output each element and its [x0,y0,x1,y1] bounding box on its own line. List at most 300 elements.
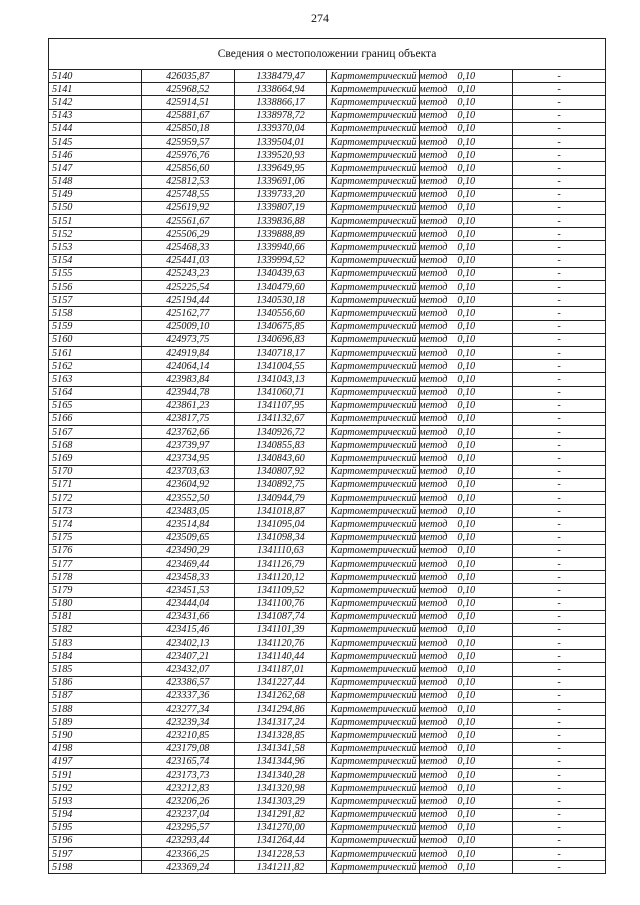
x-coordinate-cell: 423237,04 [141,808,234,821]
x-coordinate-cell: 425881,67 [141,109,234,122]
table-row [49,109,606,122]
point-number-cell: 5157 [49,294,142,307]
point-number-cell: 5153 [49,241,142,254]
description-cell: - [513,663,606,676]
accuracy-cell: 0,10 [420,70,513,83]
method-cell: Картометрический метод [327,623,420,636]
description-cell: - [513,346,606,359]
description-cell: - [513,135,606,148]
table-row [49,188,606,201]
description-cell: - [513,281,606,294]
accuracy-cell: 0,10 [420,650,513,663]
description-cell: - [513,610,606,623]
description-cell: - [513,531,606,544]
accuracy-cell: 0,10 [420,531,513,544]
method-cell: Картометрический метод [327,834,420,847]
description-cell: - [513,755,606,768]
table-row [49,267,606,280]
x-coordinate-cell: 423431,66 [141,610,234,623]
accuracy-cell: 0,10 [420,716,513,729]
x-coordinate-cell: 423277,34 [141,703,234,716]
y-coordinate-cell: 1339994,52 [234,254,327,267]
x-coordinate-cell: 423212,83 [141,782,234,795]
point-number-cell: 5169 [49,452,142,465]
accuracy-cell: 0,10 [420,346,513,359]
y-coordinate-cell: 1341303,29 [234,795,327,808]
method-cell: Картометрический метод [327,518,420,531]
accuracy-cell: 0,10 [420,742,513,755]
accuracy-cell: 0,10 [420,135,513,148]
accuracy-cell: 0,10 [420,571,513,584]
accuracy-cell: 0,10 [420,663,513,676]
method-cell: Картометрический метод [327,492,420,505]
x-coordinate-cell: 423366,25 [141,848,234,861]
accuracy-cell: 0,10 [420,623,513,636]
method-cell: Картометрический метод [327,544,420,557]
point-number-cell: 5161 [49,346,142,359]
y-coordinate-cell: 1341344,96 [234,755,327,768]
table-row [49,610,606,623]
accuracy-cell: 0,10 [420,676,513,689]
y-coordinate-cell: 1341110,63 [234,544,327,557]
point-number-cell: 5168 [49,439,142,452]
point-number-cell: 5140 [49,70,142,83]
description-cell: - [513,505,606,518]
description-cell: - [513,307,606,320]
y-coordinate-cell: 1341262,68 [234,689,327,702]
point-number-cell: 5151 [49,215,142,228]
table-row [49,676,606,689]
accuracy-cell: 0,10 [420,426,513,439]
accuracy-cell: 0,10 [420,122,513,135]
method-cell: Картометрический метод [327,729,420,742]
table-row [49,346,606,359]
point-number-cell: 5178 [49,571,142,584]
method-cell: Картометрический метод [327,149,420,162]
point-number-cell: 5189 [49,716,142,729]
y-coordinate-cell: 1341291,82 [234,808,327,821]
accuracy-cell: 0,10 [420,412,513,425]
accuracy-cell: 0,10 [420,637,513,650]
method-cell: Картометрический метод [327,254,420,267]
x-coordinate-cell: 425194,44 [141,294,234,307]
method-cell: Картометрический метод [327,135,420,148]
description-cell: - [513,96,606,109]
point-number-cell: 5171 [49,478,142,491]
y-coordinate-cell: 1341270,00 [234,821,327,834]
accuracy-cell: 0,10 [420,821,513,834]
description-cell: - [513,386,606,399]
y-coordinate-cell: 1340696,83 [234,333,327,346]
description-cell: - [513,689,606,702]
y-coordinate-cell: 1340892,75 [234,478,327,491]
x-coordinate-cell: 423402,13 [141,637,234,650]
y-coordinate-cell: 1339733,20 [234,188,327,201]
point-number-cell: 5144 [49,122,142,135]
y-coordinate-cell: 1340807,92 [234,465,327,478]
point-number-cell: 5183 [49,637,142,650]
method-cell: Картометрический метод [327,795,420,808]
description-cell: - [513,623,606,636]
method-cell: Картометрический метод [327,373,420,386]
method-cell: Картометрический метод [327,439,420,452]
table-row [49,689,606,702]
table-body [49,39,606,874]
table-row [49,478,606,491]
method-cell: Картометрический метод [327,821,420,834]
x-coordinate-cell: 425225,54 [141,281,234,294]
point-number-cell: 5146 [49,149,142,162]
table-row [49,294,606,307]
y-coordinate-cell: 1341126,79 [234,557,327,570]
point-number-cell: 5191 [49,768,142,781]
y-coordinate-cell: 1340855,83 [234,439,327,452]
accuracy-cell: 0,10 [420,584,513,597]
description-cell: - [513,373,606,386]
x-coordinate-cell: 423944,78 [141,386,234,399]
table-row [49,254,606,267]
description-cell: - [513,188,606,201]
x-coordinate-cell: 424919,84 [141,346,234,359]
y-coordinate-cell: 1341264,44 [234,834,327,847]
description-cell: - [513,716,606,729]
table-row [49,70,606,83]
description-cell: - [513,703,606,716]
description-cell: - [513,215,606,228]
y-coordinate-cell: 1339370,04 [234,122,327,135]
table-row [49,175,606,188]
table-row [49,834,606,847]
accuracy-cell: 0,10 [420,703,513,716]
point-number-cell: 5192 [49,782,142,795]
x-coordinate-cell: 423983,84 [141,373,234,386]
point-number-cell: 4198 [49,742,142,755]
method-cell: Картометрический метод [327,478,420,491]
x-coordinate-cell: 425619,92 [141,201,234,214]
accuracy-cell: 0,10 [420,689,513,702]
method-cell: Картометрический метод [327,399,420,412]
table-row [49,505,606,518]
y-coordinate-cell: 1341120,76 [234,637,327,650]
description-cell: - [513,412,606,425]
y-coordinate-cell: 1341043,13 [234,373,327,386]
method-cell: Картометрический метод [327,83,420,96]
table-row [49,333,606,346]
point-number-cell: 5167 [49,426,142,439]
point-number-cell: 5163 [49,373,142,386]
method-cell: Картометрический метод [327,557,420,570]
method-cell: Картометрический метод [327,663,420,676]
point-number-cell: 5160 [49,333,142,346]
method-cell: Картометрический метод [327,360,420,373]
description-cell: - [513,571,606,584]
point-number-cell: 5170 [49,465,142,478]
description-cell: - [513,320,606,333]
point-number-cell: 5143 [49,109,142,122]
table-row [49,650,606,663]
method-cell: Картометрический метод [327,703,420,716]
description-cell: - [513,821,606,834]
method-cell: Картометрический метод [327,452,420,465]
y-coordinate-cell: 1338978,72 [234,109,327,122]
y-coordinate-cell: 1340675,85 [234,320,327,333]
method-cell: Картометрический метод [327,386,420,399]
method-cell: Картометрический метод [327,848,420,861]
description-cell: - [513,557,606,570]
x-coordinate-cell: 425812,53 [141,175,234,188]
point-number-cell: 5152 [49,228,142,241]
x-coordinate-cell: 423817,75 [141,412,234,425]
point-number-cell: 5158 [49,307,142,320]
method-cell: Картометрический метод [327,782,420,795]
y-coordinate-cell: 1341211,82 [234,861,327,874]
table-row [49,83,606,96]
y-coordinate-cell: 1340479,60 [234,281,327,294]
description-cell: - [513,650,606,663]
table-row [49,742,606,755]
table-row [49,544,606,557]
y-coordinate-cell: 1339807,19 [234,201,327,214]
table-row [49,439,606,452]
method-cell: Картометрический метод [327,320,420,333]
description-cell: - [513,333,606,346]
method-cell: Картометрический метод [327,162,420,175]
accuracy-cell: 0,10 [420,782,513,795]
table-row [49,412,606,425]
table-row [49,492,606,505]
method-cell: Картометрический метод [327,412,420,425]
y-coordinate-cell: 1341018,87 [234,505,327,518]
y-coordinate-cell: 1341328,85 [234,729,327,742]
point-number-cell: 5162 [49,360,142,373]
y-coordinate-cell: 1341107,95 [234,399,327,412]
y-coordinate-cell: 1339940,66 [234,241,327,254]
description-cell: - [513,478,606,491]
table-row [49,122,606,135]
description-cell: - [513,83,606,96]
description-cell: - [513,834,606,847]
accuracy-cell: 0,10 [420,281,513,294]
point-number-cell: 5145 [49,135,142,148]
x-coordinate-cell: 423407,21 [141,650,234,663]
description-cell: - [513,254,606,267]
accuracy-cell: 0,10 [420,610,513,623]
accuracy-cell: 0,10 [420,861,513,874]
point-number-cell: 5185 [49,663,142,676]
description-cell: - [513,597,606,610]
point-number-cell: 5155 [49,267,142,280]
table-row [49,821,606,834]
description-cell: - [513,795,606,808]
method-cell: Картометрический метод [327,689,420,702]
y-coordinate-cell: 1340718,17 [234,346,327,359]
accuracy-cell: 0,10 [420,373,513,386]
accuracy-cell: 0,10 [420,557,513,570]
accuracy-cell: 0,10 [420,320,513,333]
point-number-cell: 5187 [49,689,142,702]
accuracy-cell: 0,10 [420,597,513,610]
table-row [49,703,606,716]
x-coordinate-cell: 423337,36 [141,689,234,702]
table-row [49,452,606,465]
accuracy-cell: 0,10 [420,228,513,241]
x-coordinate-cell: 423490,29 [141,544,234,557]
accuracy-cell: 0,10 [420,465,513,478]
point-number-cell: 5184 [49,650,142,663]
y-coordinate-cell: 1341100,76 [234,597,327,610]
table-row [49,663,606,676]
y-coordinate-cell: 1340439,63 [234,267,327,280]
method-cell: Картометрический метод [327,571,420,584]
x-coordinate-cell: 423509,65 [141,531,234,544]
x-coordinate-cell: 423293,44 [141,834,234,847]
point-number-cell: 5150 [49,201,142,214]
point-number-cell: 5193 [49,795,142,808]
x-coordinate-cell: 425914,51 [141,96,234,109]
description-cell: - [513,742,606,755]
point-number-cell: 5177 [49,557,142,570]
table-row [49,755,606,768]
table-row [49,307,606,320]
point-number-cell: 5198 [49,861,142,874]
method-cell: Картометрический метод [327,188,420,201]
description-cell: - [513,109,606,122]
table-row [49,571,606,584]
point-number-cell: 5165 [49,399,142,412]
method-cell: Картометрический метод [327,597,420,610]
y-coordinate-cell: 1341109,52 [234,584,327,597]
table-row [49,215,606,228]
accuracy-cell: 0,10 [420,201,513,214]
point-number-cell: 5188 [49,703,142,716]
method-cell: Картометрический метод [327,610,420,623]
y-coordinate-cell: 1339691,06 [234,175,327,188]
point-number-cell: 5159 [49,320,142,333]
accuracy-cell: 0,10 [420,518,513,531]
x-coordinate-cell: 425976,76 [141,149,234,162]
table-row [49,281,606,294]
point-number-cell: 5172 [49,492,142,505]
accuracy-cell: 0,10 [420,109,513,122]
y-coordinate-cell: 1339836,88 [234,215,327,228]
table-row [49,808,606,821]
table-row [49,768,606,781]
accuracy-cell: 0,10 [420,452,513,465]
table-row [49,360,606,373]
accuracy-cell: 0,10 [420,307,513,320]
description-cell: - [513,584,606,597]
x-coordinate-cell: 425468,33 [141,241,234,254]
description-cell: - [513,439,606,452]
description-cell: - [513,768,606,781]
y-coordinate-cell: 1338866,17 [234,96,327,109]
point-number-cell: 4197 [49,755,142,768]
table-row [49,782,606,795]
method-cell: Картометрический метод [327,861,420,874]
accuracy-cell: 0,10 [420,162,513,175]
x-coordinate-cell: 423179,08 [141,742,234,755]
description-cell: - [513,861,606,874]
accuracy-cell: 0,10 [420,439,513,452]
y-coordinate-cell: 1341087,74 [234,610,327,623]
y-coordinate-cell: 1341228,53 [234,848,327,861]
accuracy-cell: 0,10 [420,96,513,109]
method-cell: Картометрический метод [327,241,420,254]
accuracy-cell: 0,10 [420,544,513,557]
y-coordinate-cell: 1339520,93 [234,149,327,162]
method-cell: Картометрический метод [327,96,420,109]
table-row [49,716,606,729]
description-cell: - [513,729,606,742]
method-cell: Картометрический метод [327,755,420,768]
method-cell: Картометрический метод [327,531,420,544]
x-coordinate-cell: 425506,29 [141,228,234,241]
table-row [49,465,606,478]
y-coordinate-cell: 1341098,34 [234,531,327,544]
point-number-cell: 5196 [49,834,142,847]
method-cell: Картометрический метод [327,109,420,122]
point-number-cell: 5148 [49,175,142,188]
x-coordinate-cell: 425162,77 [141,307,234,320]
accuracy-cell: 0,10 [420,215,513,228]
method-cell: Картометрический метод [327,201,420,214]
x-coordinate-cell: 423762,66 [141,426,234,439]
accuracy-cell: 0,10 [420,848,513,861]
point-number-cell: 5154 [49,254,142,267]
y-coordinate-cell: 1338479,47 [234,70,327,83]
accuracy-cell: 0,10 [420,254,513,267]
point-number-cell: 5195 [49,821,142,834]
accuracy-cell: 0,10 [420,386,513,399]
method-cell: Картометрический метод [327,307,420,320]
description-cell: - [513,267,606,280]
table-row [49,320,606,333]
description-cell: - [513,452,606,465]
description-cell: - [513,426,606,439]
x-coordinate-cell: 423703,63 [141,465,234,478]
point-number-cell: 5190 [49,729,142,742]
y-coordinate-cell: 1340944,79 [234,492,327,505]
boundary-coordinates-table [48,38,606,874]
point-number-cell: 5182 [49,623,142,636]
accuracy-cell: 0,10 [420,768,513,781]
description-cell: - [513,399,606,412]
method-cell: Картометрический метод [327,346,420,359]
description-cell: - [513,201,606,214]
description-cell: - [513,808,606,821]
accuracy-cell: 0,10 [420,267,513,280]
description-cell: - [513,294,606,307]
accuracy-cell: 0,10 [420,755,513,768]
y-coordinate-cell: 1338664,94 [234,83,327,96]
method-cell: Картометрический метод [327,122,420,135]
description-cell: - [513,149,606,162]
description-cell: - [513,518,606,531]
x-coordinate-cell: 425748,55 [141,188,234,201]
accuracy-cell: 0,10 [420,729,513,742]
point-number-cell: 5186 [49,676,142,689]
description-cell: - [513,360,606,373]
accuracy-cell: 0,10 [420,188,513,201]
y-coordinate-cell: 1341187,01 [234,663,327,676]
x-coordinate-cell: 425441,03 [141,254,234,267]
point-number-cell: 5175 [49,531,142,544]
table-caption-row [49,39,606,70]
table-row [49,135,606,148]
x-coordinate-cell: 423210,85 [141,729,234,742]
method-cell: Картометрический метод [327,505,420,518]
method-cell: Картометрический метод [327,716,420,729]
